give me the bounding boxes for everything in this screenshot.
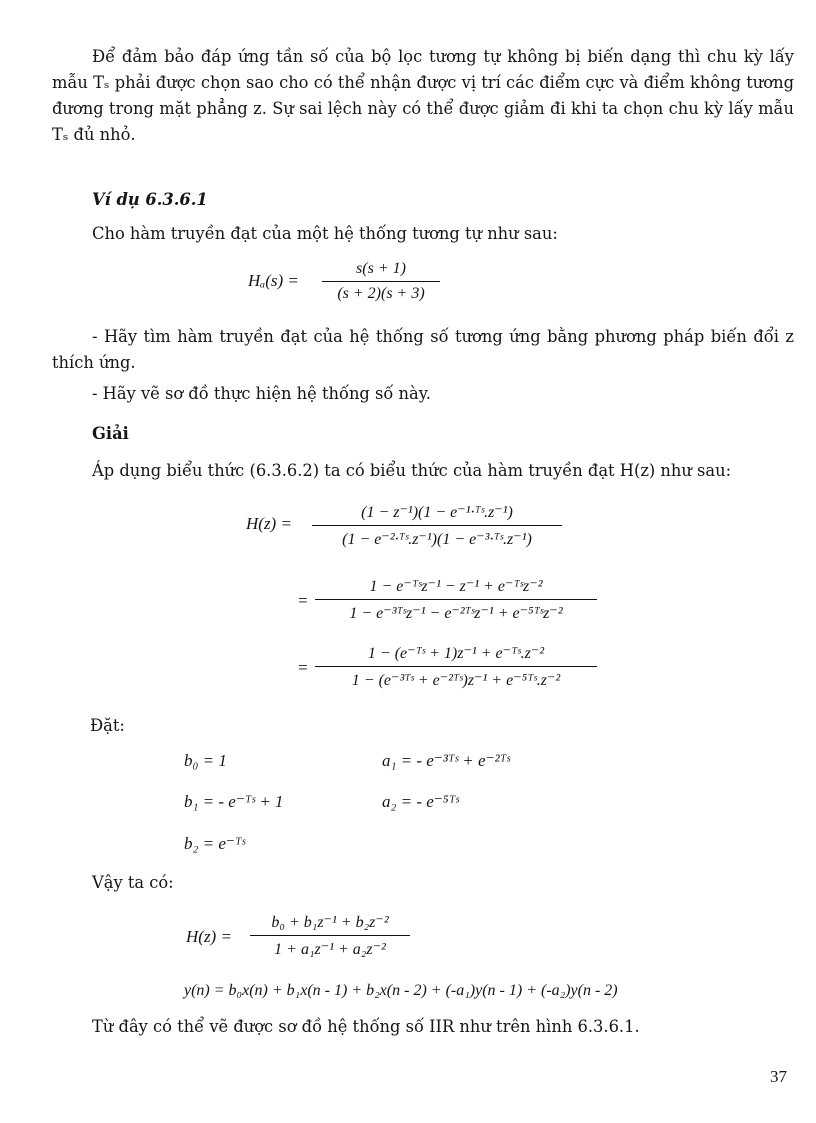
eq-ha-denominator: (s + 2)(s + 3) <box>337 285 425 302</box>
conclusion: Từ đây có thể vẽ được sơ đồ hệ thống số IIR như trên hình 6.3.6.1. <box>92 1017 640 1036</box>
coef-a1: a₁ = - e⁻³ᵀˢ + e⁻²ᵀˢ <box>382 751 510 770</box>
eq-h3-denominator: 1 − (e⁻³ᵀˢ + e⁻²ᵀˢ)z⁻¹ + e⁻⁵ᵀˢ.z⁻² <box>351 672 561 689</box>
eq-hfinal-numerator: b₀ + b₁z⁻¹ + b₂z⁻² <box>250 912 410 936</box>
coef-b0: b₀ = 1 <box>184 751 227 770</box>
eq-ha-numerator: s(s + 1) <box>322 260 440 282</box>
eq-h3-numerator: 1 − (e⁻ᵀˢ + 1)z⁻¹ + e⁻ᵀˢ.z⁻² <box>315 643 597 667</box>
set-label: Đặt: <box>90 716 125 735</box>
solution-heading: Giải <box>92 424 129 443</box>
task-2: - Hãy vẽ sơ đồ thực hiện hệ thống số này. <box>92 384 431 403</box>
eq-h2-fraction <box>315 576 597 623</box>
example-heading: Ví dụ 6.3.6.1 <box>92 190 208 209</box>
difference-equation: y(n) = b₀x(n) + b₁x(n - 1) + b₂x(n - 2) + (-a₁)y(n - 1) + (-a₂)y(n - 2) <box>184 982 618 999</box>
example-intro: Cho hàm truyền đạt của một hệ thống tương tự như sau: <box>92 224 558 243</box>
eq-h1-denominator: (1 − e⁻²·ᵀˢ.z⁻¹)(1 − e⁻³·ᵀˢ.z⁻¹) <box>342 531 532 548</box>
solution-intro: Áp dụng biểu thức (6.3.6.2) ta có biểu thức của hàm truyền đạt H(z) như sau: <box>92 461 732 480</box>
eq-h1-lhs: H(z) = <box>246 514 292 533</box>
eq-h2-lhs: = <box>297 591 309 610</box>
page-number: 37 <box>770 1067 787 1086</box>
coef-b2: b₂ = e⁻ᵀˢ <box>184 834 246 853</box>
coef-a2: a₂ = - e⁻⁵ᵀˢ <box>382 792 459 811</box>
eq-hfinal-fraction <box>250 912 410 959</box>
eq-h2-denominator: 1 − e⁻³ᵀˢz⁻¹ − e⁻²ᵀˢz⁻¹ + e⁻⁵ᵀˢz⁻² <box>349 605 563 622</box>
eq-h2-numerator: 1 − e⁻ᵀˢz⁻¹ − z⁻¹ + e⁻ᵀˢz⁻² <box>315 576 597 600</box>
eq-hfinal-denominator: 1 + a₁z⁻¹ + a₂z⁻² <box>274 941 386 958</box>
eq-hfinal-lhs: H(z) = <box>186 927 232 946</box>
eq-h3-lhs: = <box>297 658 309 677</box>
eq-h3-fraction <box>315 643 597 690</box>
eq-h1-fraction <box>312 502 562 549</box>
eq-ha-fraction <box>322 260 440 303</box>
eq-h1-numerator: (1 − z⁻¹)(1 − e⁻¹·ᵀˢ.z⁻¹) <box>312 502 562 526</box>
coef-b1: b₁ = - e⁻ᵀˢ + 1 <box>184 792 284 811</box>
intro-paragraph: Để đảm bảo đáp ứng tần số của bộ lọc tương tự không bị biến dạng thì chu kỳ lấy mẫu Tₛ phải được chọn sao cho có thể nhận được vị trí các điểm cực và điểm không tương đương trong mặt phẳng z. Sự sai lệch này có thể được giảm đi khi ta chọn chu kỳ lấy mẫu Tₛ đủ nhỏ. <box>52 47 794 144</box>
therefore-label: Vậy ta có: <box>92 873 174 892</box>
eq-ha-lhs: Hₐ(s) = <box>248 271 299 290</box>
task-1: - Hãy tìm hàm truyền đạt của hệ thống số tương ứng bằng phương pháp biến đổi z thích ứng. <box>52 327 794 372</box>
